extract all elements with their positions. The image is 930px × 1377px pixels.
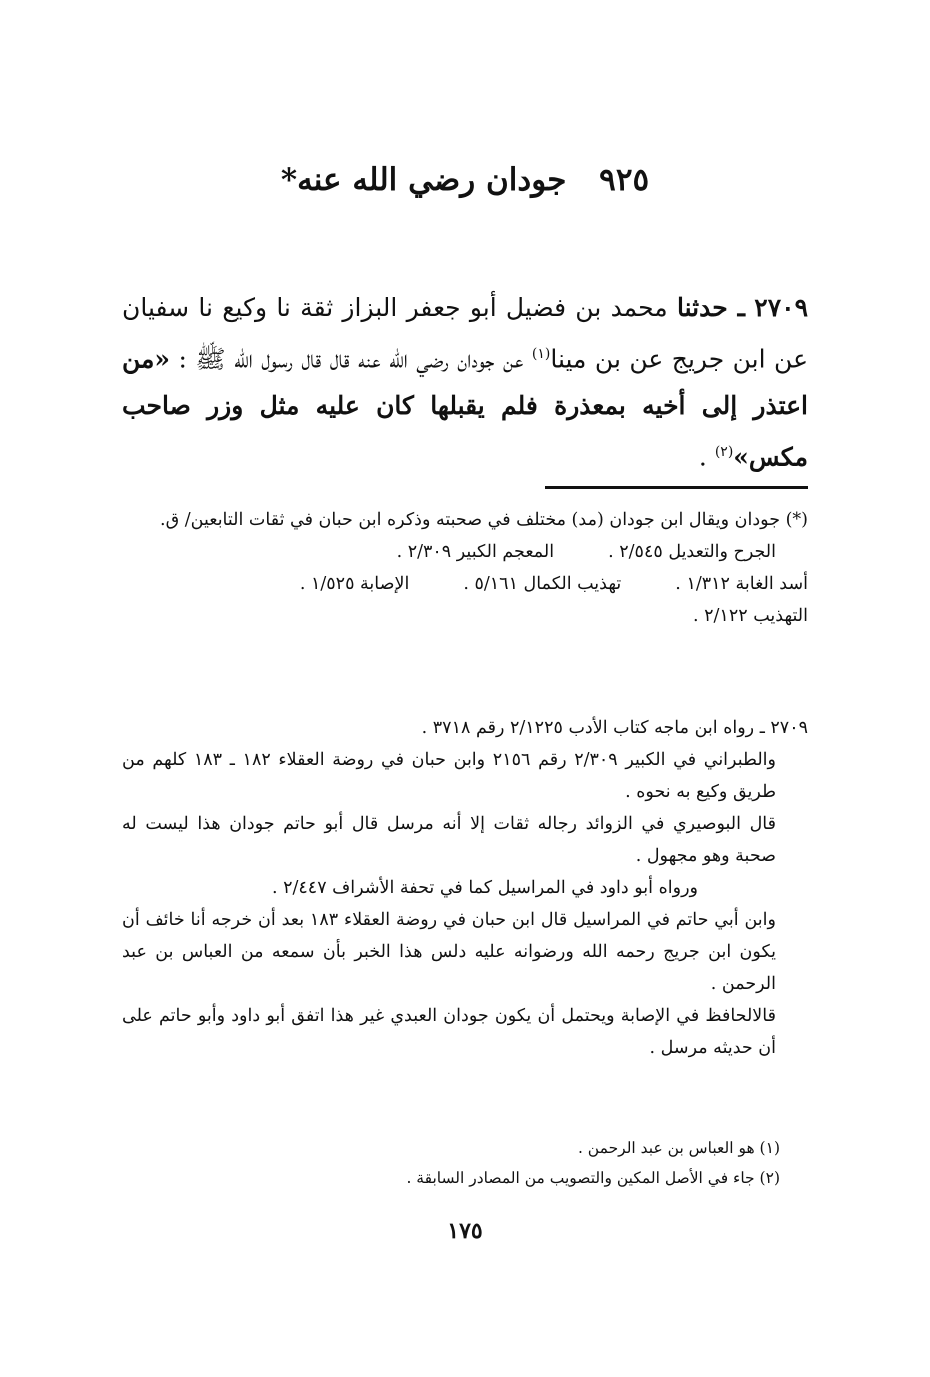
source-paragraph: والطبراني في الكبير ٢/٣٠٩ رقم ٢١٥٦ وابن حبان في روضة العقلاء ١٨٢ ـ ١٨٣ كلهم من طريق وكيع به نحوه . <box>122 750 776 802</box>
hadith-lead: ـ حدثنا <box>676 293 745 322</box>
page-number: ١٧٥ <box>447 1218 483 1244</box>
hadith-number: ٢٧٠٩ <box>754 293 808 322</box>
source-paragraph: قال البوصيري في الزوائد رجاله ثقات إلا أنه مرسل قال أبو حاتم جودان هذا ليست له صحبة وهو مجهول . <box>122 814 776 866</box>
hadith-chain-end: عن جودان رضي الله عنه قال قال رسول الله ﷺ : <box>178 344 524 374</box>
ref-item: أسد الغابة ١/٣١٢ . <box>675 574 808 594</box>
source-note <box>122 712 808 1064</box>
hadith-end: . <box>698 442 707 472</box>
ref-item: المعجم الكبير ٢/٣٠٩ . <box>396 542 555 562</box>
ref-item: الجرح والتعديل ٢/٥٤٥ . <box>608 542 776 562</box>
bio-refs-row-1 <box>122 536 808 568</box>
hadith-text <box>122 284 808 481</box>
source-paragraph: وابن أبي حاتم في المراسيل قال ابن حبان في روضة العقلاء ١٨٣ بعد أن خرجه أنا خائف أن يكون ابن جريج رحمه الله ورضوانه عليه دلس هذا الخبر بأن سمعه من العباس بن عبد الرحمن . <box>122 910 776 994</box>
hadith-quote: «من اعتذر إلى أخيه بمعذرة فلم يقبلها كان عليه مثل وزر صاحب مكس» <box>122 344 808 472</box>
chapter-name: جودان رضي الله عنه* <box>280 162 567 198</box>
source-paragraph: قالالحافظ في الإصابة ويحتمل أن يكون جودان العبدي غير هذا اتفق أبو داود وأبو حاتم على أن حديثه مرسل . <box>122 1006 776 1058</box>
ref-item: الإصابة ١/٥٢٥ . <box>299 574 410 594</box>
bio-line: (*) جودان ويقال ابن جودان (مد) مختلف في صحبته وذكره ابن حبان في ثقات التابعين/ ق. <box>160 510 808 530</box>
footnote-2: (٢) جاء في الأصل المكين والتصويب من المصادر السابقة . <box>406 1169 780 1187</box>
source-paragraph: ٢٧٠٩ ـ رواه ابن ماجه كتاب الأدب ٢/١٢٢٥ رقم ٣٧١٨ . <box>421 718 808 738</box>
section-divider <box>545 486 808 489</box>
chapter-title <box>0 150 930 210</box>
hadith-chain: محمد بن فضيل أبو جعفر البزاز ثقة نا وكيع نا سفيان عن ابن جريج عن بن مينا <box>122 293 808 374</box>
ref-item: تهذيب الكمال ٥/١٦١ . <box>463 574 622 594</box>
footnotes <box>120 1133 780 1193</box>
footnote-marker-1: (١) <box>531 346 551 362</box>
biography-note <box>122 504 808 632</box>
bio-refs-row-3: التهذيب ٢/١٢٢ . <box>693 606 808 626</box>
footnote-1: (١) هو العباس بن عبد الرحمن . <box>577 1139 780 1157</box>
bio-refs-row-2 <box>122 568 808 600</box>
source-paragraph: ورواه أبو داود في المراسيل كما في تحفة الأشراف ٢/٤٤٧ . <box>271 878 698 898</box>
footnote-marker-2: (٢) <box>714 444 734 461</box>
chapter-number: ٩٢٥ <box>599 162 650 198</box>
